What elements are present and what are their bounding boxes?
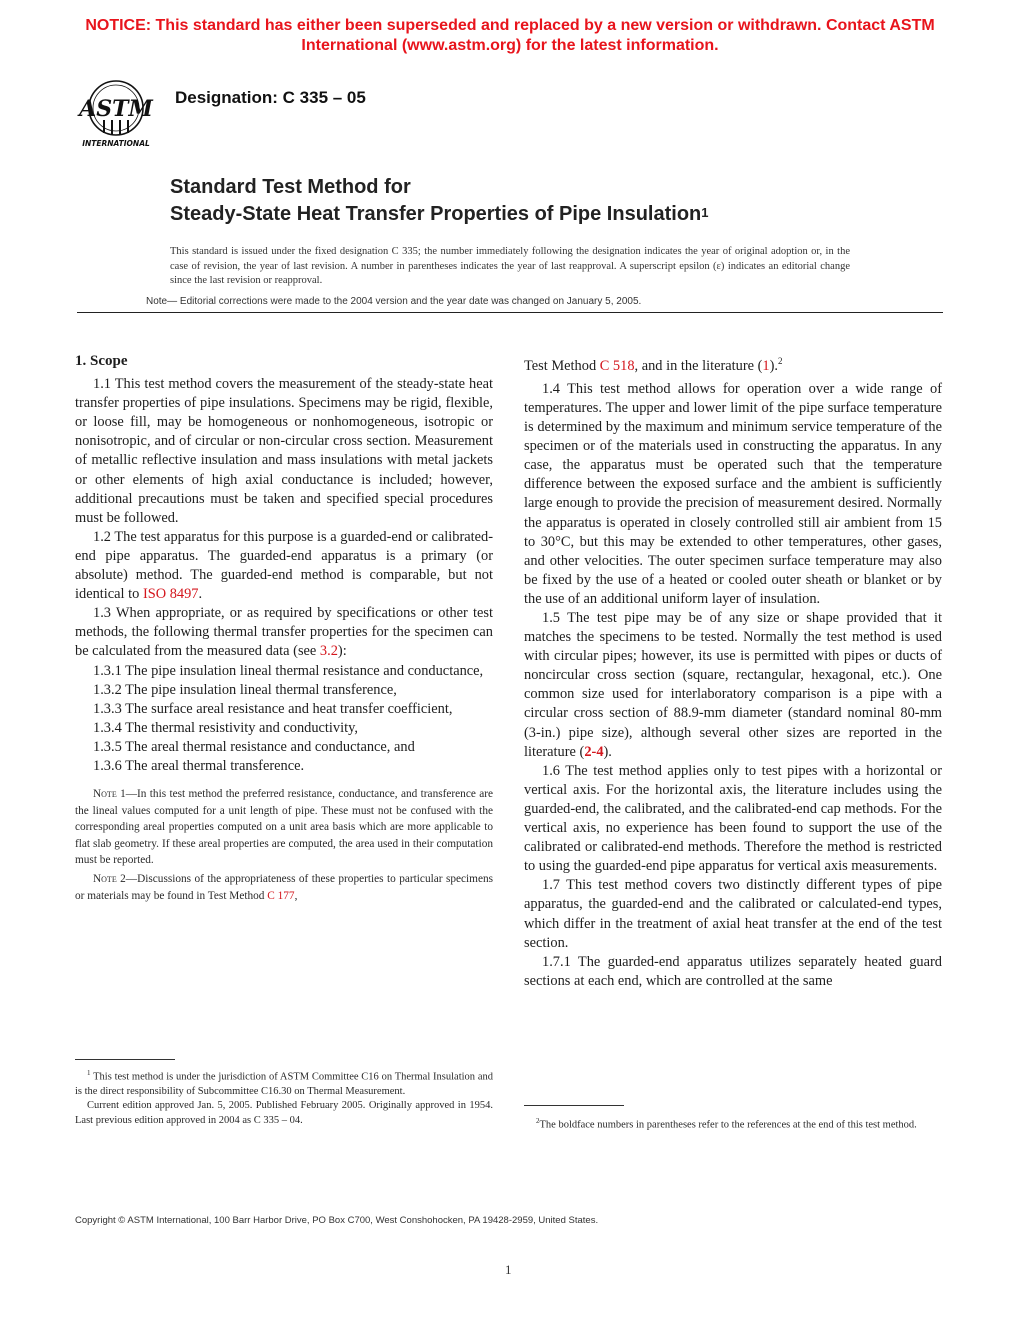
note-1: Note 1—In this test method the preferred resistance, conductance, and transference are the lineal values computed for a unit length of pipe. These must not be confused with the corresponding areal properties computed on a unit area basis which are more applicable to flat slab geometry. If these areal properties are computed, the area used in their computation must be reported.	[75, 788, 493, 867]
para-1-1: 1.1 This test method covers the measurement of the steady-state heat transfer properties of pipe insulations. Specimens may be rigid, flexible, or loose fill, may be homogeneous or nonhomogeneous, isotropic or nonisotropic, and of circular or non-circular cross section. Measurement of metallic reflective insulation and mass insulations with metal jackets or other elements of high axial conductance is included; however, additional precautions must be taken and specified special procedures must be followed.	[75, 376, 493, 526]
page-number: 1	[505, 1262, 512, 1277]
reference-1-link[interactable]: 1	[762, 357, 770, 374]
note-2: Note 2—Discussions of the appropriateness of these properties to particular specimens or materials may be found in Test Method C 177,	[75, 873, 493, 902]
para-1-3: 1.3 When appropriate, or as required by specifications or other test methods, the following thermal transfer properties for the specimen can be calculated from the measured data (see 3.2):	[75, 605, 493, 660]
astm-logo	[74, 78, 164, 150]
para-1-3-1: 1.3.1 The pipe insulation lineal thermal resistance and conductance,	[93, 662, 484, 679]
left-column	[75, 352, 493, 904]
para-1-6: 1.6 The test method applies only to test pipes with a horizontal or vertical axis. For the horizontal axis, the literature includes using the guarded-end, the calibrated, and the calibrated-end cap methods. For the vertical axis, no experience has been found to support the use of the calibrated or calibrated-end methods. Therefore the method is restricted to using the guarded-end pipe apparatus for vertical axis measurements.	[524, 762, 942, 875]
footnote-2-mark: 2	[778, 356, 783, 366]
editorial-note: Note— Editorial corrections were made to the 2004 version and the year date was changed on January 5, 2005.	[146, 296, 642, 307]
section-1-heading: 1. Scope	[75, 353, 128, 369]
withdrawn-notice: NOTICE: This standard has either been superseded and replaced by a new version or withdrawn. Contact ASTM International (www.astm.org) for the latest information.	[85, 17, 935, 54]
iso-8497-link[interactable]: ISO 8497	[142, 586, 199, 603]
c-518-link[interactable]: C 518	[599, 357, 635, 374]
header-rule	[77, 312, 943, 313]
footnote-rule-right	[524, 1105, 624, 1106]
para-1-7-1: 1.7.1 The guarded-end apparatus utilizes separately heated guard sections at each end, which are controlled at the same	[524, 953, 942, 989]
para-continuation: Test Method C 518, and in the literature (1).$^2$	[524, 356, 783, 374]
para-1-3-6: 1.3.6 The areal thermal transference.	[93, 757, 305, 774]
title-footnote-mark: 1	[701, 205, 709, 220]
para-1-3-4: 1.3.4 The thermal resistivity and conductivity,	[93, 719, 358, 736]
section-3-2-link[interactable]: 3.2	[319, 643, 338, 660]
designation: Designation: C 335 – 05	[175, 88, 366, 107]
reference-2-4-link[interactable]: 2-4	[584, 743, 604, 760]
para-1-3-5: 1.3.5 The areal thermal resistance and conductance, and	[93, 738, 415, 755]
right-column	[524, 352, 942, 991]
issued-statement: This standard is issued under the fixed designation C 335; the number immediately following the designation indicates the year of original adoption or, in the case of revision, the year of last revision. A number in parentheses indicates the year of last reapproval. A superscript epsilon (ε) indicates an editorial change since the last revision or reapproval.	[170, 246, 850, 287]
document-title	[170, 174, 960, 228]
title-line-1: Standard Test Method for	[170, 176, 411, 198]
c-177-link[interactable]: C 177	[267, 889, 295, 902]
para-1-7: 1.7 This test method covers two distinctly different types of pipe apparatus, the guarded-end and the calibrated or calculated-end types, which differ in the treatment of axial heat transfer at the end of the test section.	[524, 877, 942, 951]
footnote-1: $^1$ This test method is under the jurisdiction of ASTM Committee C16 on Thermal Insulation and is the direct responsibility of Subcommittee C16.30 on Thermal Measurement. Current edition approved Jan. 5, 2005. Published February 2005. Originally approved in 1954. Last previous edition approved in 2004 as C 335 – 04.	[75, 1069, 493, 1126]
svg-text:INTERNATIONAL: INTERNATIONAL	[82, 139, 150, 148]
svg-text:ASTM: ASTM	[79, 96, 153, 122]
title-line-2: Steady-State Heat Transfer Properties of Pipe Insulation$^1$	[170, 203, 709, 225]
para-1-4: 1.4 This test method allows for operation over a wide range of temperatures. The upper and lower limit of the pipe surface temperature is determined by the maximum and minimum service temperature of the specimen or of the materials used in constructing the apparatus. In any case, the apparatus must be operated such that the temperature difference between the exposed surface and the ambient is sufficiently large enough to provide the precision of measurement desired. Normally the apparatus is operated in closely controlled still air ambient from 15 to 30°C, but this may be extended to other temperatures, other gases, and other velocities. The outer specimen surface temperature may also be fixed by the use of a heated or cooled outer sheath or blanket or by the use of an additional uniform layer of insulation.	[524, 380, 942, 607]
para-1-3-2: 1.3.2 The pipe insulation lineal thermal transference,	[93, 681, 397, 698]
para-1-5: 1.5 The test pipe may be of any size or shape provided that it matches the specimens to be tested. Normally the test method is used with circular pipes; however, its use is permitted with pipes or ducts of noncircular cross section (square, rectangular, hexagonal, etc.). One common size used for interlaboratory comparison is a pipe with a circular cross section of 88.9-mm diameter (standard nominal 80-mm (3-in.) pipe size), although several other sizes are reported in the literature (2-4).	[524, 610, 942, 760]
para-1-2: 1.2 The test apparatus for this purpose is a guarded-end or calibrated-end pipe apparatus. The guarded-end apparatus is a primary (or absolute) method. The guarded-end method is comparable, but not identical to ISO 8497.	[75, 528, 493, 603]
astm-international-logo-icon	[74, 78, 164, 150]
para-1-3-3: 1.3.3 The surface areal resistance and heat transfer coefficient,	[93, 700, 453, 717]
copyright: Copyright © ASTM International, 100 Barr Harbor Drive, PO Box C700, West Conshohocken, PA 19428-2959, United States.	[75, 1215, 599, 1226]
footnote-rule-left	[75, 1059, 175, 1060]
footnote-2: $^2$The boldface numbers in parentheses refer to the references at the end of this test method.	[536, 1117, 917, 1131]
